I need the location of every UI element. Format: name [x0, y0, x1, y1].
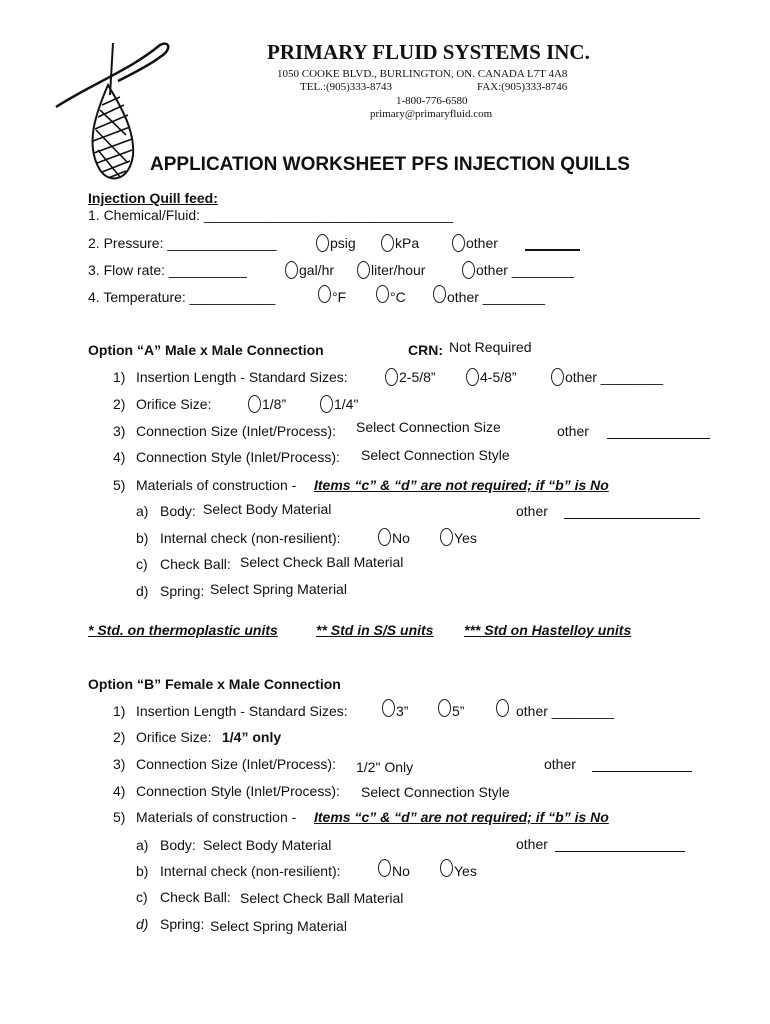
crn-label: CRN: [408, 342, 443, 358]
company-name: PRIMARY FLUID SYSTEMS INC. [267, 40, 590, 64]
pressure-other-input[interactable] [525, 249, 580, 251]
pressure-psig-radio[interactable] [316, 234, 329, 252]
flow-other-label: other ________ [476, 262, 575, 278]
b-spring-select[interactable]: Select Spring Material [210, 918, 347, 934]
b-connection-size-select[interactable]: 1/2" Only [356, 759, 414, 775]
item-number: 4) [113, 783, 126, 799]
item-number: 3) [113, 423, 126, 439]
a-insertion-other-radio[interactable] [551, 368, 564, 386]
crn-select[interactable]: Not Required [449, 339, 532, 355]
b-connection-size-other-input[interactable] [592, 771, 692, 772]
a-orifice-14-radio[interactable] [320, 395, 333, 413]
body-label: Body: [160, 837, 196, 853]
a-check-yes-label: Yes [454, 530, 477, 546]
sub-item-letter: b) [136, 530, 149, 546]
b-check-no-label: No [392, 863, 410, 879]
feed-heading: Injection Quill feed: [88, 190, 218, 206]
item-number: 5) [113, 477, 126, 493]
orifice-size-label: Orifice Size: [136, 396, 212, 412]
company-tel: TEL.:(905)333-8743 [300, 81, 392, 93]
b-insertion-3-radio[interactable] [382, 699, 395, 717]
orifice-size-label: Orifice Size: [136, 729, 212, 745]
b-check-ball-select[interactable]: Select Check Ball Material [240, 890, 404, 906]
b-body-other-input[interactable] [555, 851, 685, 852]
a-insertion-458-label: 4-5/8” [480, 369, 517, 385]
a-check-no-radio[interactable] [378, 528, 391, 546]
a-insertion-other-label: other ________ [565, 369, 664, 385]
materials-label: Materials of construction - [136, 809, 297, 825]
pressure-field[interactable]: 2. Pressure: ______________ [88, 235, 277, 251]
b-insertion-5-label: 5” [452, 703, 465, 719]
connection-size-label: Connection Size (Inlet/Process): [136, 423, 336, 439]
company-fax: FAX:(905)333-8746 [477, 81, 568, 93]
a-orifice-14-label: 1/4" [334, 396, 359, 412]
a-body-other-input[interactable] [564, 518, 700, 519]
check-ball-label: Check Ball: [160, 556, 231, 572]
sub-item-letter: c) [136, 889, 148, 905]
internal-check-label: Internal check (non-resilient): [160, 530, 341, 546]
temp-c-label: °C [390, 289, 406, 305]
a-check-no-label: No [392, 530, 410, 546]
b-body-material-select[interactable]: Select Body Material [203, 837, 332, 853]
footnote-ss: ** Std in S/S units [316, 622, 434, 638]
chemical-fluid-field[interactable]: 1. Chemical/Fluid: ________________________________ [88, 207, 454, 223]
sub-item-letter: d) [136, 916, 149, 932]
a-insertion-258-label: 2-5/8” [399, 369, 436, 385]
connection-style-label: Connection Style (Inlet/Process): [136, 783, 340, 799]
internal-check-label: Internal check (non-resilient): [160, 863, 341, 879]
connection-size-label: Connection Size (Inlet/Process): [136, 756, 336, 772]
pressure-other-radio[interactable] [452, 234, 465, 252]
flow-galhr-label: gal/hr [299, 262, 335, 278]
flow-galhr-radio[interactable] [285, 261, 298, 279]
other-label: other [516, 503, 548, 519]
page-title: APPLICATION WORKSHEET PFS INJECTION QUILLS [150, 154, 630, 175]
b-check-yes-label: Yes [454, 863, 477, 879]
temp-f-radio[interactable] [318, 285, 331, 303]
temp-f-label: °F [332, 289, 347, 305]
flow-literhour-radio[interactable] [357, 261, 370, 279]
pressure-kpa-radio[interactable] [381, 234, 394, 252]
a-connection-size-select[interactable]: Select Connection Size [356, 419, 501, 435]
b-insertion-other-radio[interactable] [496, 699, 509, 717]
a-check-yes-radio[interactable] [440, 528, 453, 546]
item-number: 1) [113, 369, 126, 385]
b-connection-style-select[interactable]: Select Connection Style [361, 784, 510, 800]
materials-note: Items “c” & “d” are not required; if “b” is No [314, 809, 609, 825]
a-spring-select[interactable]: Select Spring Material [210, 581, 347, 597]
company-email: primary@primaryfluid.com [370, 108, 493, 120]
a-connection-style-select[interactable]: Select Connection Style [361, 447, 510, 463]
pressure-psig-label: psig [330, 235, 356, 251]
sub-item-letter: c) [136, 556, 148, 572]
b-orifice-value: 1/4” only [222, 729, 282, 745]
option-b-heading: Option “B” Female x Male Connection [88, 676, 341, 692]
pressure-other-label: other [466, 235, 498, 251]
a-body-material-select[interactable]: Select Body Material [203, 501, 332, 517]
insertion-length-label: Insertion Length - Standard Sizes: [136, 369, 348, 385]
spring-label: Spring: [160, 916, 205, 932]
other-label: other [557, 423, 589, 439]
sub-item-letter: d) [136, 583, 149, 599]
spring-label: Spring: [160, 583, 205, 599]
company-address: 1050 COOKE BLVD., BURLINGTON, ON. CANADA L7T 4A8 [277, 68, 568, 80]
flow-rate-field[interactable]: 3. Flow rate: __________ [88, 262, 247, 278]
a-check-ball-select[interactable]: Select Check Ball Material [240, 554, 404, 570]
footnote-thermoplastic: * Std. on thermoplastic units [88, 622, 278, 638]
item-number: 4) [113, 449, 126, 465]
item-number: 3) [113, 756, 126, 772]
b-insertion-other-label: other ________ [516, 703, 615, 719]
a-insertion-258-radio[interactable] [385, 368, 398, 386]
flow-literhour-label: liter/hour [371, 262, 426, 278]
check-ball-label: Check Ball: [160, 889, 231, 905]
item-number: 1) [113, 703, 126, 719]
a-connection-size-other-input[interactable] [607, 438, 710, 439]
insertion-length-label: Insertion Length - Standard Sizes: [136, 703, 348, 719]
b-insertion-3-label: 3” [396, 703, 409, 719]
flow-other-radio[interactable] [462, 261, 475, 279]
a-orifice-18-radio[interactable] [248, 395, 261, 413]
materials-label: Materials of construction - [136, 477, 297, 493]
b-check-yes-radio[interactable] [440, 859, 453, 877]
temperature-field[interactable]: 4. Temperature: ___________ [88, 289, 276, 305]
sub-item-letter: a) [136, 503, 149, 519]
pressure-kpa-label: kPa [395, 235, 420, 251]
temp-c-radio[interactable] [376, 285, 389, 303]
footnote-hastelloy: *** Std on Hastelloy units [464, 622, 632, 638]
a-insertion-458-radio[interactable] [466, 368, 479, 386]
temp-other-label: other ________ [447, 289, 546, 305]
b-check-no-radio[interactable] [378, 859, 391, 877]
sub-item-letter: b) [136, 863, 149, 879]
a-orifice-18-label: 1/8” [262, 396, 287, 412]
other-label: other [544, 756, 576, 772]
body-label: Body: [160, 503, 196, 519]
company-tollfree: 1-800-776-6580 [396, 95, 468, 107]
item-number: 5) [113, 809, 126, 825]
temp-other-radio[interactable] [433, 285, 446, 303]
item-number: 2) [113, 729, 126, 745]
b-insertion-5-radio[interactable] [438, 699, 451, 717]
item-number: 2) [113, 396, 126, 412]
materials-note: Items “c” & “d” are not required; if “b” is No [314, 477, 609, 493]
sub-item-letter: a) [136, 837, 149, 853]
option-a-heading: Option “A” Male x Male Connection [88, 342, 324, 358]
other-label: other [516, 836, 548, 852]
connection-style-label: Connection Style (Inlet/Process): [136, 449, 340, 465]
